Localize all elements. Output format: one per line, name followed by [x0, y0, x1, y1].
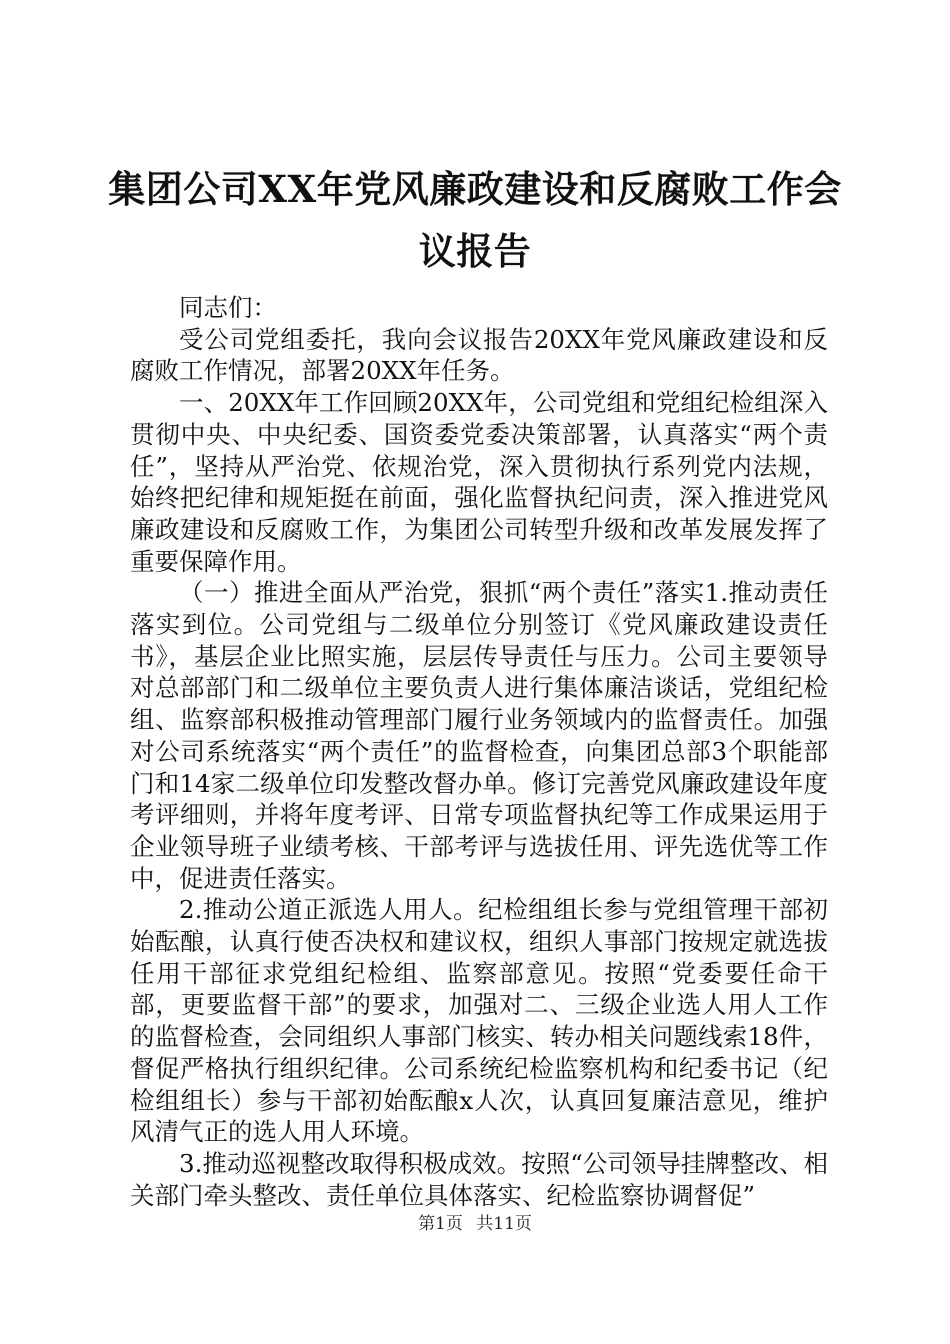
document-body	[130, 292, 828, 1211]
item-two-paragraph: 2.推动公道正派选人用人。纪检组组长参与党组管理干部初始酝酿，认真行使否决权和建议权，组织人事部门按规定就选拔任用干部征求党组纪检组、监察部意见。按照“党委要任命干部，更要监督干部”的要求，加强对二、三级企业选人用人工作的监督检查，会同组织人事部门核实、转办相关问题线索18件，督促严格执行组织纪律。公司系统纪检监察机构和纪委书记（纪检组组长）参与干部初始酝酿x人次，认真回复廉洁意见，维护风清气正的选人用人环境。	[130, 895, 828, 1147]
item-three-paragraph: 3.推动巡视整改取得积极成效。按照“公司领导挂牌整改、相关部门牵头整改、责任单位具体落实、纪检监察协调督促”	[130, 1148, 828, 1210]
review-paragraph: 一、20XX年工作回顾20XX年，公司党组和党组纪检组深入贯彻中央、中央纪委、国资委党委决策部署，认真落实“两个责任”，坚持从严治党、依规治党，深入贯彻执行系列党内法规，始终把纪律和规矩挺在前面，强化监督执纪问责，深入推进党风廉政建设和反腐败工作，为集团公司转型升级和改革发展发挥了重要保障作用。	[130, 388, 828, 576]
salutation-paragraph: 同志们：	[179, 293, 277, 322]
page-number-current: 第1页	[418, 1214, 463, 1234]
document-title-line-1: 集团公司XX年党风廉政建设和反腐败工作会	[108, 167, 842, 211]
section-one-paragraph: （一）推进全面从严治党，狠抓“两个责任”落实1.推动责任落实到位。公司党组与二级单位分别签订《党风廉政建设责任书》，基层企业比照实施，层层传导责任与压力。公司主要领导对总部部门和二级单位主要负责人进行集体廉洁谈话，党组纪检组、监察部积极推动管理部门履行业务领域内的监督责任。加强对公司系统落实“两个责任”的监督检查，向集团总部3个职能部门和14家二级单位印发整改督办单。修订完善党风廉政建设年度考评细则，并将年度考评、日常专项监督执纪等工作成果运用于企业领导班子业绩考核、干部考评与选拔任用、评先选优等工作中，促进责任落实。	[130, 578, 828, 893]
page-number-total: 共11页	[476, 1214, 532, 1234]
page-footer	[0, 1212, 950, 1236]
intro-paragraph: 受公司党组委托，我向会议报告20XX年党风廉政建设和反腐败工作情况，部署20XX年任务。	[130, 324, 828, 386]
document-title-line-2: 议报告	[418, 229, 532, 273]
document-title	[100, 158, 850, 282]
